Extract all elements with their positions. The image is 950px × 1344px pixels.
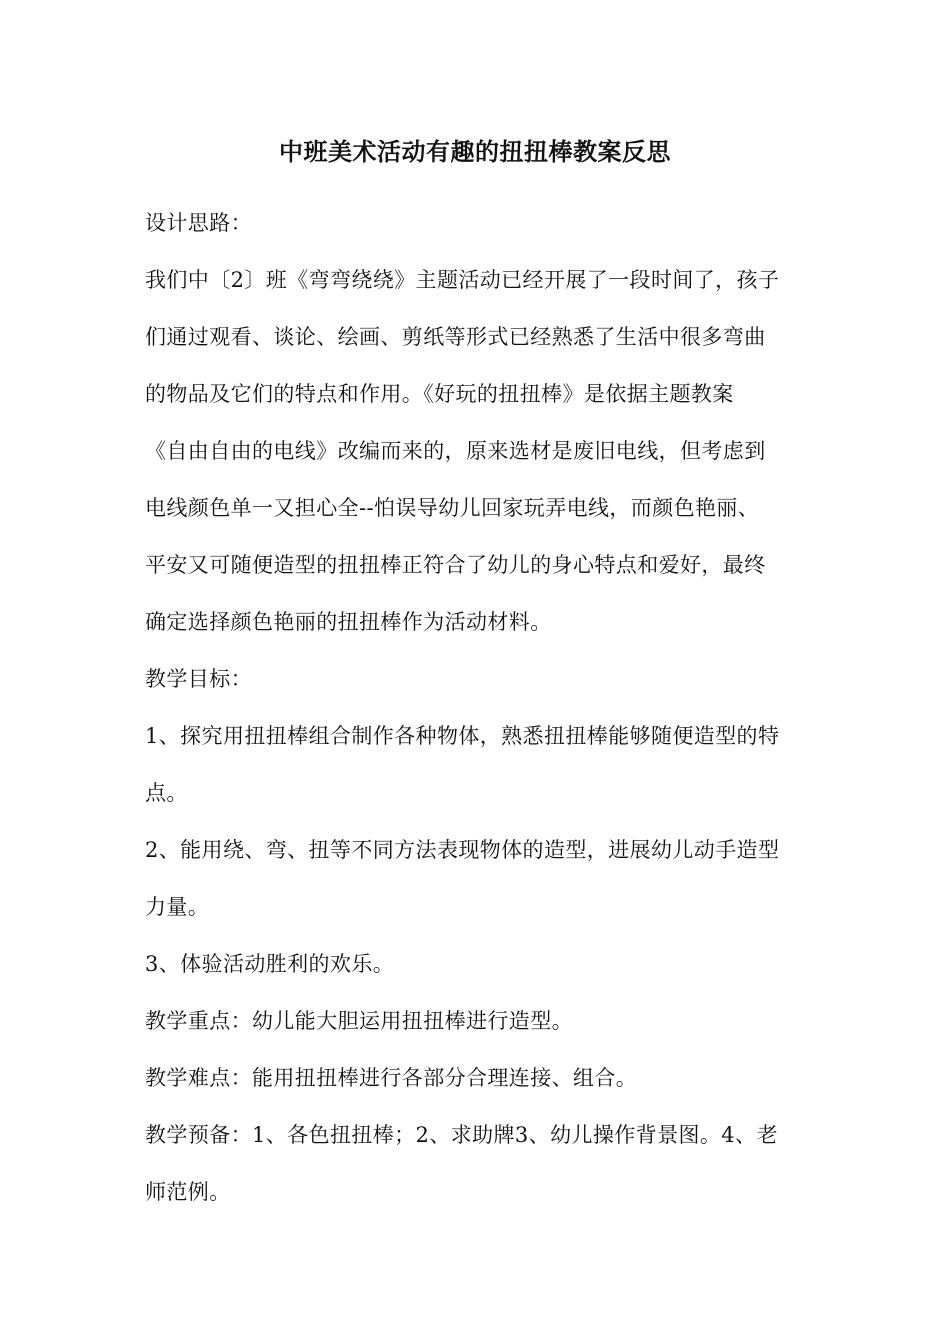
goal-item-1: 1、探究用扭扭棒组合制作各种物体，熟悉扭扭棒能够随便造型的特: [145, 724, 780, 748]
section-heading-teaching-goals: 教学目标：: [145, 667, 252, 691]
paragraph-line: 《自由自由的电线》改编而来的，原来选材是废旧电线，但考虑到: [145, 439, 766, 463]
paragraph-line: 的物品及它们的特点和作用。《好玩的扭扭棒》是依据主题教案: [145, 382, 734, 406]
paragraph-line: 电线颜色单一又担心全--怕误导幼儿回家玩弄电线，而颜色艳丽、: [145, 496, 760, 520]
goal-item-1-continued: 点。: [145, 781, 188, 805]
goal-item-2: 2、能用绕、弯、扭等不同方法表现物体的造型，进展幼儿动手造型: [145, 838, 780, 862]
paragraph-line: 确定选择颜色艳丽的扭扭棒作为活动材料。: [145, 610, 552, 634]
paragraph-line: 我们中〔2〕班《弯弯绕绕》主题活动已经开展了一段时间了，孩子: [145, 268, 780, 292]
teaching-preparation: 教学预备：1、各色扭扭棒；2、求助牌3、幼儿操作背景图。4、老: [145, 1123, 778, 1147]
teaching-difficulty: 教学难点：能用扭扭棒进行各部分合理连接、组合。: [145, 1066, 638, 1090]
paragraph-line: 平安又可随便造型的扭扭棒正符合了幼儿的身心特点和爱好，最终: [145, 553, 766, 577]
document-title: 中班美术活动有趣的扭扭棒教案反思: [279, 137, 671, 166]
goal-item-2-continued: 力量。: [145, 895, 210, 919]
paragraph-line: 们通过观看、谈论、绘画、剪纸等形式已经熟悉了生活中很多弯曲: [145, 325, 766, 349]
section-heading-design-idea: 设计思路：: [145, 211, 252, 235]
teaching-preparation-continued: 师范例。: [145, 1180, 231, 1204]
teaching-key-point: 教学重点：幼儿能大胆运用扭扭棒进行造型。: [145, 1009, 573, 1033]
goal-item-3: 3、体验活动胜利的欢乐。: [145, 952, 395, 976]
